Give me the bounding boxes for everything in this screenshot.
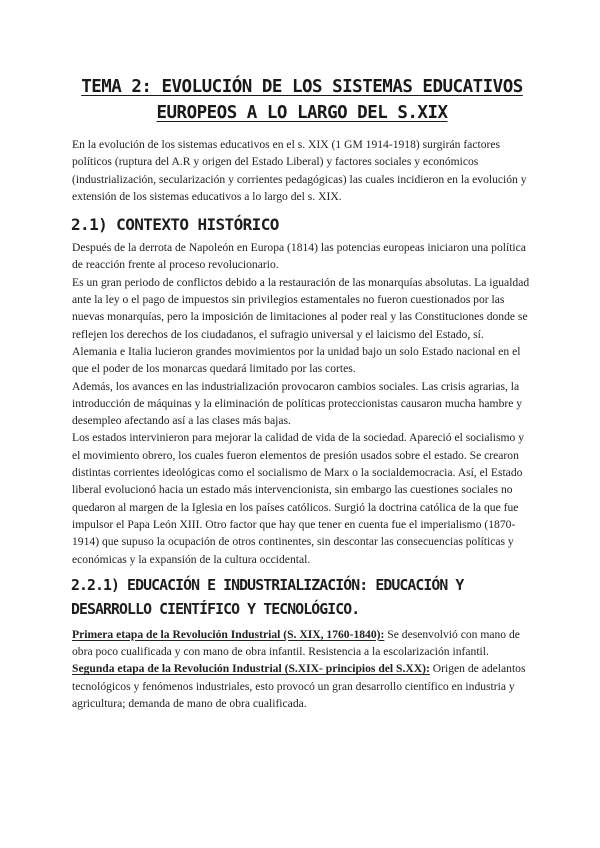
document-content [72, 74, 532, 712]
paragraph: Alemania e Italia lucieron grandes movimientos por la unidad bajo un solo Estado nacional en el que el poder de los monarcas quedará limitado por las cortes. [72, 344, 521, 376]
item-text: Origen de adelantos tecnológicos y fenómenos industriales, esto provocó un gran desarrollo científico en industria y agricultura; demanda de mano de obra cualificada. [72, 662, 526, 711]
paragraph: Además, los avances en las industrialización provocaron cambios sociales. Las crisis agrarias, la introducción de máquinas y la eliminación de políticas proteccionistas causaron mucha hambre y desempleo afectando así a las clases más bajas. [72, 379, 523, 428]
section-heading-educacion: 2.2.1) EDUCACIÓN E INDUSTRIALIZACIÓN: EDUCACIÓN Y DESARROLLO CIENTÍFICO Y TECNOLÓGICO. [71, 576, 464, 619]
item-lead: Segunda etapa de la Revolución Industrial (S.XIX- principios del S.XX): [72, 662, 430, 676]
intro-paragraph: En la evolución de los sistemas educativos en el s. XIX (1 GM 1914-1918) surgirán factores políticos (ruptura del A.R y origen del Estado Liberal) y factores sociales y económicos (industrialización, secularización y corrientes pedagógicas) las cuales incidieron en la evolución y extensión de los sistemas educativos a lo largo del s. XIX. [72, 138, 527, 203]
paragraph: Después de la derrota de Napoleón en Europa (1814) las potencias europeas iniciaron una política de reacción frente al proceso revolucionario. [72, 241, 526, 272]
paragraph: Los estados intervinieron para mejorar la calidad de vida de la sociedad. Apareció el socialismo y el movimiento obrero, los cuales fueron elementos de presión usados sobre el estado. Se crearon distintas corrientes ideológicas como el socialismo de Marx o la socialdemocracia. Así, el Estado liberal evolucionó hacia un estado más intervencionista, sin embargo las cuestiones sociales no quedaron al margen de la Iglesia en los países católicos. Surgió la doctrina católica de la que fue impulsor el Papa León XIII. Otro factor que hay que tener en cuenta fue el imperialismo (1870-1914) que supuso la ocupación de otros continentes, sin descontar las consecuencias políticas y económicas y la expansión de la cultura occidental. [72, 431, 524, 566]
list-item [72, 626, 532, 661]
section-heading-contexto: 2.1) CONTEXTO HISTÓRICO [71, 215, 279, 235]
document-title: TEMA 2: EVOLUCIÓN DE LOS SISTEMAS EDUCATIVOS EUROPEOS A LO LARGO DEL S.XIX [81, 77, 523, 123]
paragraph: Es un gran periodo de conflictos debido a la restauración de las monarquías absolutas. La igualdad ante la ley o el pago de impuestos sin privilegios estamentales no fueron cuestionados por las nuevas monarquías, pero la imposición de limitaciones al poder real y las Constituciones donde se reflejen los derechos de los ciudadanos, el sufragio universal y el laicismo del Estado, sí. [72, 275, 530, 341]
list-item [72, 660, 532, 712]
item-lead: Primera etapa de la Revolución Industrial (S. XIX, 1760-1840): [72, 627, 385, 641]
item-text: Se desenvolvió con mano de obra poco cualificada y con mano de obra infantil. Resistencia a la escolarización infantil. [72, 627, 520, 659]
